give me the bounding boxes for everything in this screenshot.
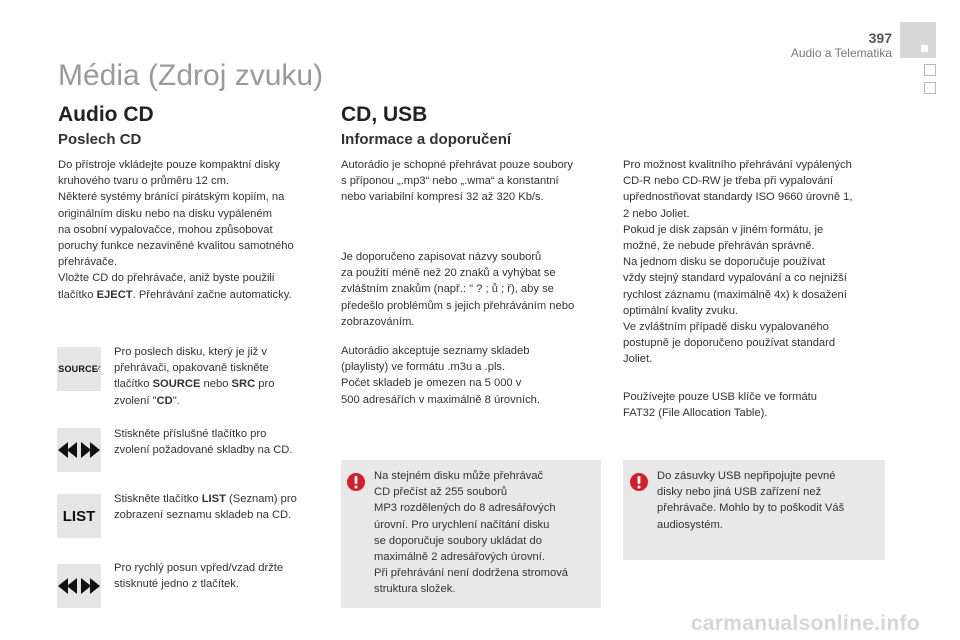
subheading-informace: Informace a doporučení <box>341 131 512 148</box>
text-line: 500 adresářích v maximálně 8 úrovních. <box>341 393 540 406</box>
text-fragment: tlačítko <box>58 288 97 301</box>
text-line: Do zásuvky USB nepřipojujte pevné <box>657 470 836 482</box>
text-line: originálním disku nebo na disku vypáleném <box>58 207 272 220</box>
chapter-box <box>924 82 936 94</box>
seek-arrows-icon <box>58 442 100 458</box>
text-fragment: pro <box>255 378 275 391</box>
text-line: optimální kvality zvuku. <box>623 304 739 317</box>
text-fragment: zvolení " <box>114 394 157 407</box>
text-line: postupně je doporučeno používat standard <box>623 337 836 350</box>
text-line: vždy stejný standard vypalování a co nejnižší <box>623 272 847 285</box>
section-heading-cd-usb: CD, USB <box>341 103 428 126</box>
text-line: stisknuté jedno z tlačítek. <box>114 578 239 591</box>
warning-note-usb-text <box>657 468 882 533</box>
text-line: audiosystém. <box>657 518 723 531</box>
source-icon-glyph: ⁄ <box>98 364 100 374</box>
text-line: 2 nebo Joliet. <box>623 207 690 220</box>
text-fragment: Stiskněte tlačítko <box>114 493 202 505</box>
text-line: zvláštním znakům (např.: " ? ; ů ; ř), aby se <box>341 283 554 296</box>
text-line: CD-R nebo CD-RW je třeba při vypalování <box>623 175 833 188</box>
subheading-poslech-cd: Poslech CD <box>58 131 142 148</box>
seek-arrows-icon <box>58 578 100 594</box>
text-line: poruchy funkce nezaviněné kvalitou samotného <box>58 240 294 253</box>
text-line: předešlo problémům s jejich přehráváním nebo <box>341 299 575 312</box>
chapter-tab <box>900 22 936 58</box>
text-line: upřednostňovat standardy ISO 9660 úrovně 1, <box>623 191 853 204</box>
track-seek-buttons-icon <box>57 428 101 472</box>
text-line: Pro rychlý posun vpřed/vzad držte <box>114 562 284 574</box>
text-line: Autorádio je schopné přehrávat pouze soubory <box>341 159 573 171</box>
warning-icon <box>346 472 366 492</box>
text-line: Používejte pouze USB klíče ve formátu <box>623 391 818 403</box>
text-line: Při přehrávání není dodržena stromová <box>374 567 569 580</box>
paragraph-burning-standards <box>623 157 893 368</box>
text-fragment: ". <box>172 394 180 407</box>
fast-seek-buttons-icon <box>57 564 101 608</box>
watermark: carmanualsonline.info <box>690 612 920 635</box>
section-label: Audio a Telematika <box>790 46 892 60</box>
text-line: MP3 rozdělených do 8 adresářových <box>374 502 556 515</box>
text-line: Do přístroje vkládejte pouze kompaktní disky <box>58 159 280 171</box>
text-line: rychlost záznamu (maximálně 4x) k dosažení <box>623 288 847 301</box>
text-line <box>114 393 324 409</box>
text-fragment: (Seznam) pro <box>225 493 297 505</box>
section-heading-audio-cd: Audio CD <box>58 103 154 126</box>
text-line: se doporučuje soubory ukládat do <box>374 534 542 547</box>
page-number: 397 <box>868 30 892 46</box>
chapter-box <box>924 64 936 76</box>
text-fragment: . Přehrávání začne automaticky. <box>132 288 292 301</box>
text-line: na osobní vypalovačce, mohou způsobovat <box>58 223 273 236</box>
text-line: Některé systémy bránící pirátským kopiím, na <box>58 191 285 204</box>
instruction-source <box>114 344 324 409</box>
paragraph-formats <box>341 157 606 206</box>
text-line: Stiskněte příslušné tlačítko pro <box>114 428 267 440</box>
page-title: Média (Zdroj zvuku) <box>58 59 324 92</box>
text-line: maximálně 2 adresářových úrovní. <box>374 551 545 564</box>
paragraph-cd-insert <box>58 157 328 303</box>
chapter-tab-marker <box>921 45 928 52</box>
text-line: přehrávače. <box>58 256 118 269</box>
text-line <box>58 287 328 303</box>
paragraph-file-names <box>341 249 606 330</box>
text-line: Autorádio akceptuje seznamy skladeb <box>341 345 530 357</box>
text-line: za použití méně než 20 znaků a vyhýbat se <box>341 267 556 280</box>
text-line: možné, že nebude přehráván správně. <box>623 240 815 253</box>
text-line <box>114 491 329 507</box>
text-line: struktura složek. <box>374 583 456 596</box>
text-line <box>114 376 324 392</box>
text-fragment: nebo <box>200 378 232 391</box>
src-keyword: SRC <box>231 378 256 391</box>
source-icon-label: SOURCE <box>58 364 98 374</box>
list-keyword: LIST <box>201 493 226 505</box>
list-button-icon <box>57 494 101 538</box>
text-line: nebo variabilní kompresí 32 až 320 Kb/s. <box>341 191 544 204</box>
text-line: s příponou „.mp3“ nebo „.wma“ a konstantní <box>341 175 559 188</box>
text-line: přehrávače. Mohlo by to poškodit Váš <box>657 502 845 515</box>
text-line: Počet skladeb je omezen na 5 000 v <box>341 377 522 390</box>
text-line: Na stejném disku může přehrávač <box>374 470 544 482</box>
text-line: CD přečíst až 255 souborů <box>374 486 508 499</box>
paragraph-usb-format <box>623 389 893 421</box>
text-line: Joliet. <box>623 353 653 366</box>
eject-keyword: EJECT <box>96 288 133 301</box>
paragraph-playlists <box>341 343 606 408</box>
text-line: disky nebo jiná USB zařízení než <box>657 486 822 499</box>
text-line: přehrávači, opakovaně tiskněte <box>114 362 269 375</box>
warning-note-mp3-text <box>374 468 599 598</box>
source-button-icon <box>57 347 101 391</box>
warning-icon <box>629 472 649 492</box>
text-line: úrovní. Pro urychlení načítání disku <box>374 518 550 531</box>
list-icon-label: LIST <box>62 507 96 525</box>
text-line: Pokud je disk zapsán v jiném formátu, je <box>623 223 824 236</box>
text-line: (playlisty) ve formátu .m3u a .pls. <box>341 361 506 374</box>
instruction-track-select <box>114 426 329 458</box>
cd-keyword: CD <box>156 394 173 407</box>
text-line: FAT32 (File Allocation Table). <box>623 407 768 420</box>
text-line: Ve zvláštním případě disku vypalovaného <box>623 321 829 334</box>
text-line: Pro poslech disku, který je již v <box>114 346 267 358</box>
instruction-fast-seek <box>114 560 329 592</box>
text-line: Pro možnost kvalitního přehrávání vypálených <box>623 159 852 171</box>
text-line: kruhového tvaru o průměru 12 cm. <box>58 175 230 188</box>
text-line: Vložte CD do přehrávače, aniž byste použili <box>58 272 275 285</box>
instruction-list <box>114 491 329 523</box>
text-line: Na jednom disku se doporučuje používat <box>623 256 826 269</box>
text-line: zobrazení seznamu skladeb na CD. <box>114 509 292 522</box>
text-fragment: tlačítko <box>114 378 153 391</box>
text-line: zobrazováním. <box>341 315 415 328</box>
source-keyword: SOURCE <box>152 378 201 391</box>
text-line: Je doporučeno zapisovat názvy souborů <box>341 251 542 263</box>
text-line: zvolení požadované skladby na CD. <box>114 444 293 457</box>
